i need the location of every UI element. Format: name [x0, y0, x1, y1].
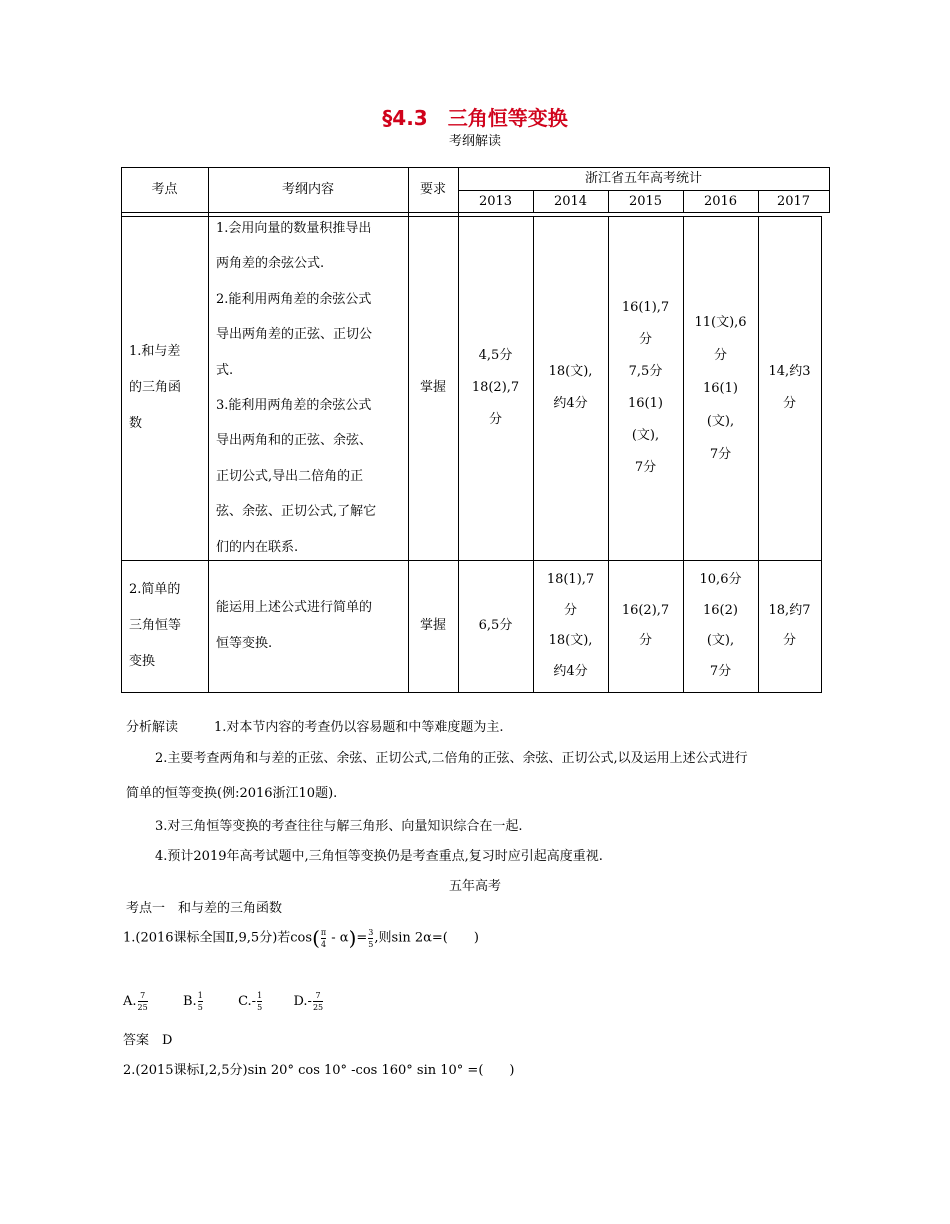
- answer-1: 答案 D: [123, 1033, 173, 1048]
- section-title: 五年高考: [448, 879, 501, 894]
- table-cell-2014: 18(1),7 分 18(文), 约4分: [546, 572, 595, 679]
- analysis-paragraph-4: 4.预计2019年高考试题中,三角恒等变换仍是考查重点,复习时应引起高度重视.: [155, 849, 603, 864]
- table-cell-requirement: 掌握: [419, 618, 446, 633]
- table-cell-2016: 10,6分 16(2) (文), 7分: [699, 572, 742, 679]
- header-content: 考纲内容: [281, 182, 334, 197]
- option-b: B. $\frac{1}{5}$: [183, 991, 203, 1012]
- table-cell-2013: 4,5分 18(2),7 分: [471, 348, 520, 427]
- analysis-label: 分析解读: [126, 720, 179, 735]
- header-year: 2016: [703, 193, 738, 209]
- header-year: 2013: [478, 193, 513, 209]
- table-cell-content: 1.会用向量的数量积推导出 两角差的余弦公式. 2.能利用两角差的余弦公式 导出两角差的正弦、正切公 式. 3.能利用两角差的余弦公式 导出两角和的正弦、余弦、 正切公式,导出二倍角的正 弦、余弦、正切公式,了解它 们的内在联系.: [216, 220, 377, 555]
- analysis-paragraph-1: 1.对本节内容的考查仍以容易题和中等难度题为主.: [214, 720, 504, 735]
- analysis-paragraph-2-cont: 简单的恒等变换(例:2016浙江10题).: [126, 786, 338, 801]
- option-c: C.- $\frac{1}{5}$: [238, 991, 263, 1012]
- table-cell-point: 2.简单的 三角恒等 变换: [129, 582, 182, 669]
- option-a: A. $\frac{7}{25}$: [123, 991, 148, 1012]
- table-cell-2013: 6,5分: [478, 618, 513, 633]
- table-cell-2017: 18,约7 分: [768, 602, 811, 648]
- question-1: 1.(2016课标全国Ⅱ,9,5分)若cos( $\frac{\pi}{4}$ - α)= $\frac{3}{5}$ ,则sin 2α=( ): [123, 926, 479, 950]
- header-year: 2017: [776, 193, 811, 209]
- table-cell-requirement: 掌握: [419, 380, 446, 395]
- header-year: 2015: [628, 193, 663, 209]
- table-cell-2016: 11(文),6 分 16(1) (文), 7分: [694, 314, 747, 462]
- table-cell-2015: 16(2),7 分: [621, 602, 670, 648]
- analysis-paragraph-2: 2.主要考查两角和与差的正弦、余弦、正切公式,二倍角的正弦、余弦、正切公式,以及运用上述公式进行: [155, 751, 748, 766]
- page-title: §4.3 三角恒等变换: [382, 106, 568, 130]
- question-2: 2.(2015课标Ⅰ,2,5分)sin 20° cos 10° -cos 160° sin 10° =( ): [123, 1063, 515, 1078]
- table-cell-2017: 14,约3 分: [768, 364, 811, 411]
- table-cell-content: 能运用上述公式进行简单的 恒等变换.: [216, 600, 373, 651]
- header-year: 2014: [553, 193, 588, 209]
- table-cell-2015: 16(1),7 分 7,5分 16(1) (文), 7分: [621, 300, 670, 475]
- header-requirement: 要求: [419, 182, 446, 197]
- question-1-options: [123, 987, 324, 1017]
- table-cell-2014: 18(文), 约4分: [548, 364, 593, 411]
- header-stats: 浙江省五年高考统计: [584, 170, 702, 186]
- topic-heading: 考点一 和与差的三角函数: [126, 901, 283, 916]
- option-d: D.- $\frac{7}{25}$: [293, 991, 324, 1012]
- header-point: 考点: [151, 182, 178, 197]
- analysis-paragraph-3: 3.对三角恒等变换的考查往往与解三角形、向量知识综合在一起.: [155, 819, 523, 834]
- page-subtitle: 考纲解读: [448, 134, 501, 149]
- table-cell-point: 1.和与差 的三角函 数: [129, 344, 182, 431]
